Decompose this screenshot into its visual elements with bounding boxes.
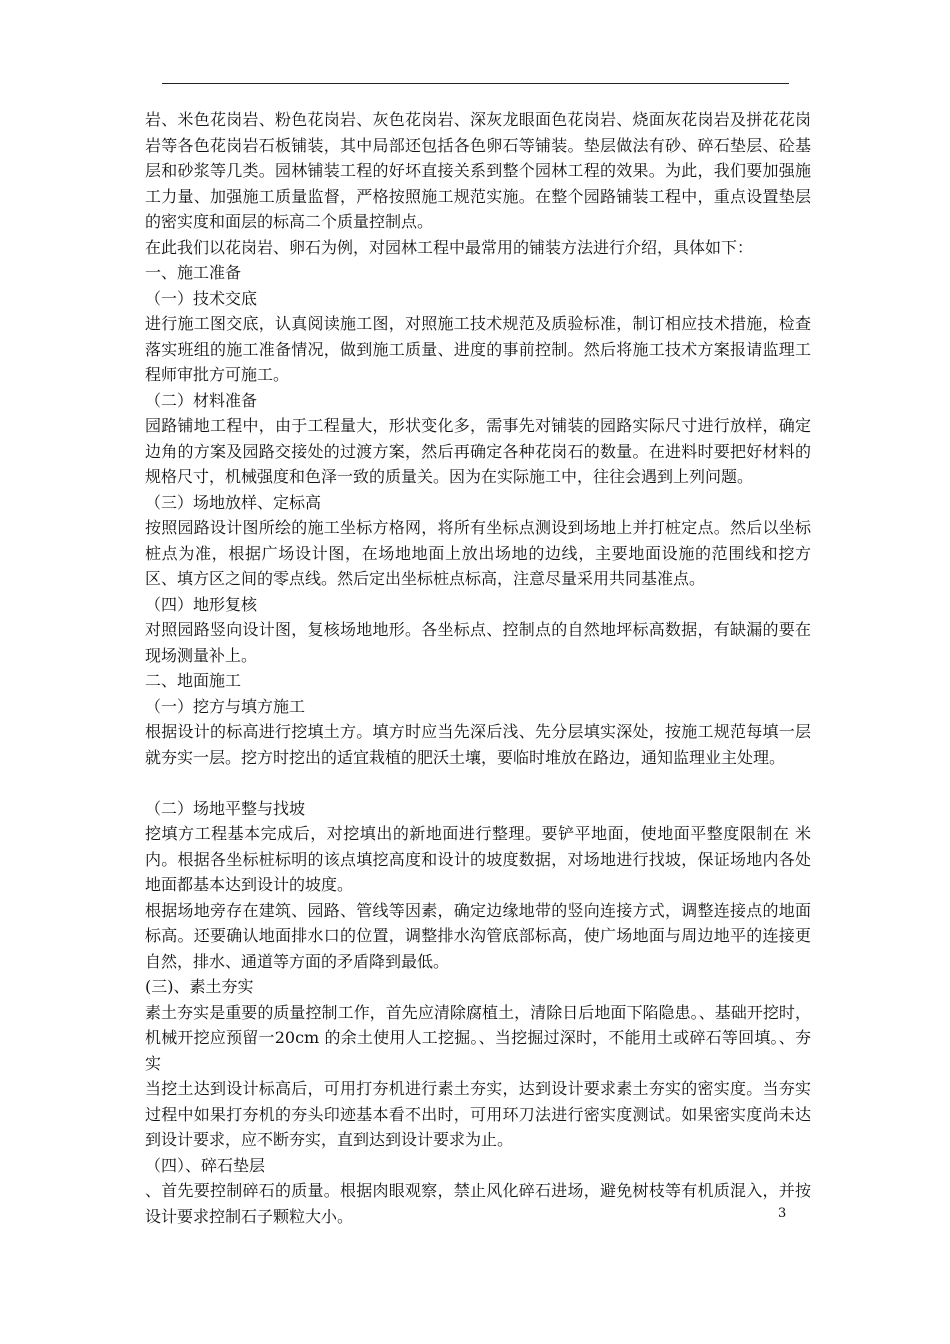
subheading-leveling: （二）场地平整与找坡 bbox=[145, 798, 306, 818]
paragraph-intro-method: 在此我们以花岗岩、卵石为例，对园林工程中最常用的铺装方法进行介绍，具体如下： bbox=[145, 237, 754, 257]
paragraph-site-layout: 按照园路设计图所绘的施工坐标方格网，将所有坐标点测设到场地上并打桩定点。然后以坐标桩点为准，根据广场设计图，在场地地面上放出场地的边线，主要地面设施的范围线和挖方区、填方区之间的零点线。然后定出坐标桩点标高，注意尽量采用共同基准点。 bbox=[145, 518, 811, 588]
page-number: 3 bbox=[778, 1206, 787, 1221]
heading-construction-prep: 一、施工准备 bbox=[145, 263, 242, 282]
paragraph-leveling: 挖填方工程基本完成后，对挖填出的新地面进行整理。要铲平地面，使地面平整度限制在 米内。根据各坐标桩标明的该点填挖高度和设计的坡度数据，对场地进行找坡，保证场地内各处地面都基本达到设计的坡度。 bbox=[145, 824, 811, 894]
paragraph-terrain-check: 对照园路竖向设计图，复核场地地形。各坐标点、控制点的自然地坪标高数据，有缺漏的要在现场测量补上。 bbox=[145, 620, 811, 665]
subheading-cut-and-fill: （一）挖方与填方施工 bbox=[145, 696, 306, 716]
paragraph-intro-materials: 岩、米色花岗岩、粉色花岗岩、灰色花岗岩、深灰龙眼面色花岗岩、烧面灰花岗岩及拼花花岗岩等各色花岗岩石板铺装，其中局部还包括各色卵石等铺装。垫层做法有砂、碎石垫层、砼基层和砂浆等几类。园林铺装工程的好坏直接关系到整个园林工程的效果。为此，我们要加强施工力量、加强施工质量监督，严格按照施工规范实施。在整个园路铺装工程中，重点设置垫层的密实度和面层的标高二个质量控制点。 bbox=[145, 110, 811, 231]
blank-line bbox=[145, 770, 811, 796]
subheading-site-layout: （三）场地放样、定标高 bbox=[145, 492, 322, 512]
document-body bbox=[145, 107, 811, 1229]
header-rule bbox=[162, 83, 789, 84]
heading-ground-works: 二、地面施工 bbox=[145, 671, 242, 690]
paragraph-cut-and-fill: 根据设计的标高进行挖填土方。填方时应当先深后浅、先分层填实深处，按施工规范每填一层就夯实一层。挖方时挖出的适宜栽植的肥沃土壤，要临时堆放在路边，通知监理业主处理。 bbox=[145, 722, 811, 767]
paragraph-compaction-test: 当挖土达到设计标高后，可用打夯机进行素土夯实，达到设计要求素土夯实的密实度。当夯实过程中如果打夯机的夯头印迹基本看不出时，可用环刀法进行密实度测试。如果密实度尚未达到设计要求，应不断夯实，直到达到设计要求为止。 bbox=[145, 1079, 811, 1149]
subheading-gravel-base: （四）、碎石垫层 bbox=[145, 1155, 266, 1175]
paragraph-material-prep: 园路铺地工程中，由于工程量大，形状变化多，需事先对铺装的园路实际尺寸进行放样，确定边角的方案及园路交接处的过渡方案，然后再确定各种花岗石的数量。在进料时要把好材料的规格尺寸，机械强度和色泽一致的质量关。因为在实际施工中，往往会遇到上列问题。 bbox=[145, 416, 811, 486]
subheading-technical-briefing: （一）技术交底 bbox=[145, 288, 258, 308]
paragraph-edge-connection: 根据场地旁存在建筑、园路、管线等因素，确定边缘地带的竖向连接方式，调整连接点的地面标高。还要确认地面排水口的位置，调整排水沟管底部标高，使广场地面与周边地平的连接更自然，排水、通道等方面的矛盾降到最低。 bbox=[145, 900, 811, 971]
paragraph-soil-compaction: 素土夯实是重要的质量控制工作，首先应清除腐植土，清除日后地面下陷隐患。、基础开挖时，机械开挖应预留一20cm 的余土使用人工挖掘。、当挖掘过深时，不能用土或碎石等回填。、夯实 bbox=[145, 1002, 811, 1073]
subheading-soil-compaction: (三)、素土夯实 bbox=[145, 977, 254, 996]
subheading-material-prep: （二）材料准备 bbox=[145, 390, 258, 410]
paragraph-gravel-base: 、首先要控制碎石的质量。根据肉眼观察，禁止风化碎石进场，避免树枝等有机质混入，并按设计要求控制石子颗粒大小。 bbox=[145, 1181, 811, 1226]
paragraph-technical-briefing: 进行施工图交底，认真阅读施工图，对照施工技术规范及质验标准，制订相应技术措施，检查落实班组的施工准备情况，做到施工质量、进度的事前控制。然后将施工技术方案报请监理工程师审批方可施工。 bbox=[145, 314, 811, 384]
subheading-terrain-check: （四）地形复核 bbox=[145, 594, 258, 614]
